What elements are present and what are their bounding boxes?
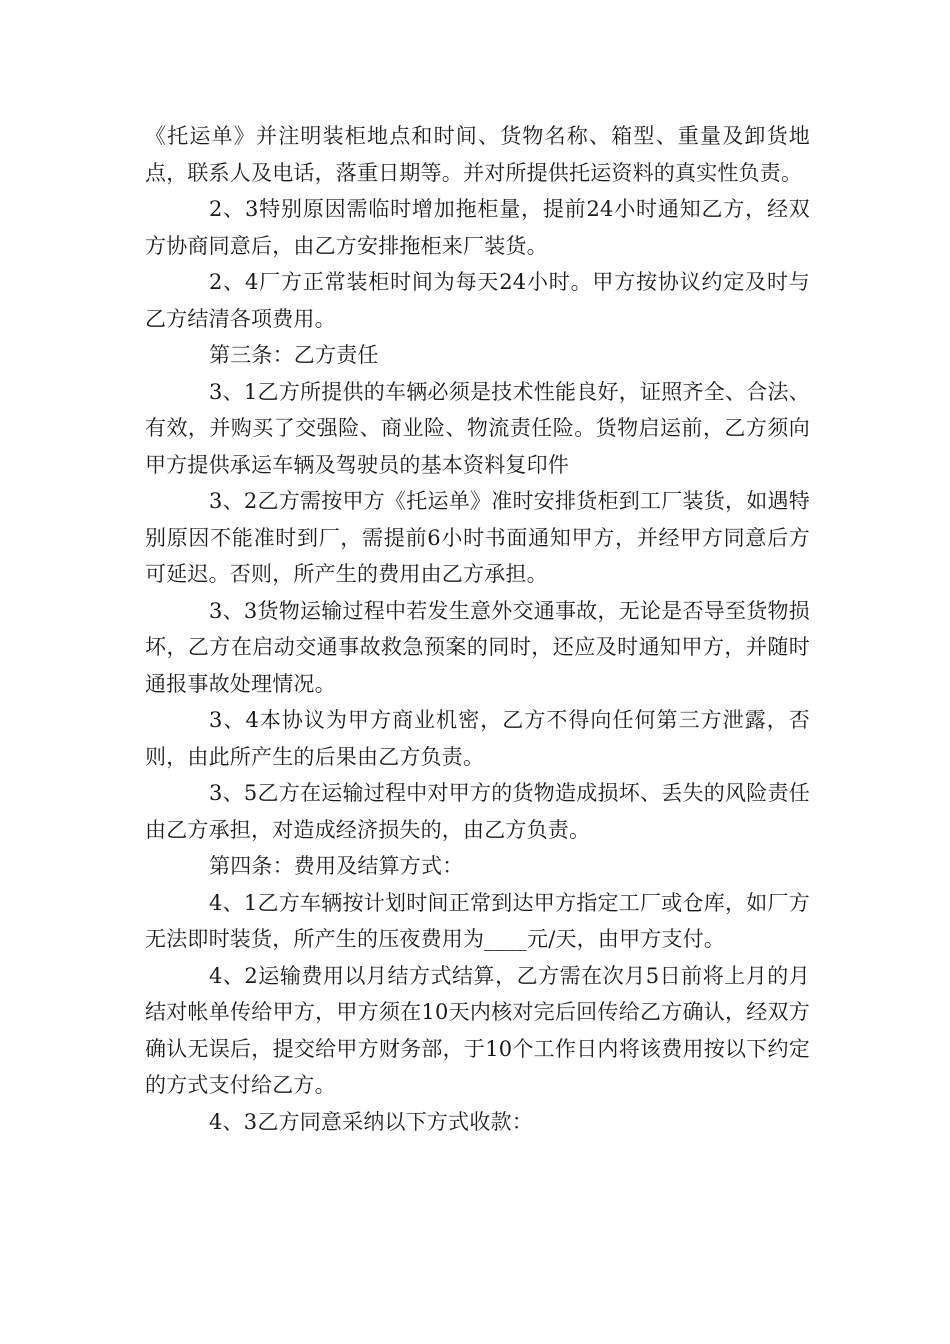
- paragraph-1: 《托运单》并注明装柜地点和时间、货物名称、箱型、重量及卸货地点，联系人及电话，落重日期等。并对所提供托运资料的真实性负责。: [145, 124, 810, 185]
- paragraph-2-3: 2、3特别原因需临时增加拖柜量，提前24小时通知乙方，经双方协商同意后，由乙方安排拖柜来厂装货。: [145, 197, 810, 258]
- paragraph-3-5: 3、5乙方在运输过程中对甲方的货物造成损坏、丢失的风险责任由乙方承担，对造成经济损失的，由乙方负责。: [145, 781, 810, 842]
- paragraph-4-3: 4、3乙方同意采纳以下方式收款：: [209, 1109, 533, 1134]
- paragraph-4-1: 4、1乙方车辆按计划时间正常到达甲方指定工厂或仓库，如厂方无法即时装货，所产生的压夜费用为____元/天，由甲方支付。: [145, 890, 810, 951]
- paragraph-2-4: 2、4厂方正常装柜时间为每天24小时。甲方按协议约定及时与乙方结清各项费用。: [145, 270, 810, 331]
- paragraph-3-4: 3、4本协议为甲方商业机密，乙方不得向任何第三方泄露，否则，由此所产生的后果由乙方负责。: [145, 708, 810, 769]
- heading-article-3: 第三条：乙方责任: [209, 343, 379, 367]
- document-page: [145, 118, 810, 1140]
- heading-article-4: 第四条：费用及结算方式：: [209, 854, 464, 878]
- paragraph-4-2: 4、2运输费用以月结方式结算，乙方需在次月5日前将上月的月结对帐单传给甲方，甲方须在10天内核对完后回传给乙方确认，经双方确认无误后，提交给甲方财务部，于10个工作日内将该费用按以下约定的方式支付给乙方。: [145, 963, 810, 1097]
- paragraph-3-1: 3、1乙方所提供的车辆必须是技术性能良好，证照齐全、合法、有效，并购买了交强险、商业险、物流责任险。货物启运前，乙方须向甲方提供承运车辆及驾驶员的基本资料复印件: [145, 379, 810, 477]
- paragraph-3-3: 3、3货物运输过程中若发生意外交通事故，无论是否导至货物损坏，乙方在启动交通事故救急预案的同时，还应及时通知甲方，并随时通报事故处理情况。: [145, 598, 810, 696]
- paragraph-3-2: 3、2乙方需按甲方《托运单》准时安排货柜到工厂装货，如遇特别原因不能准时到厂，需提前6小时书面通知甲方，并经甲方同意后方可延迟。否则，所产生的费用由乙方承担。: [145, 489, 810, 586]
